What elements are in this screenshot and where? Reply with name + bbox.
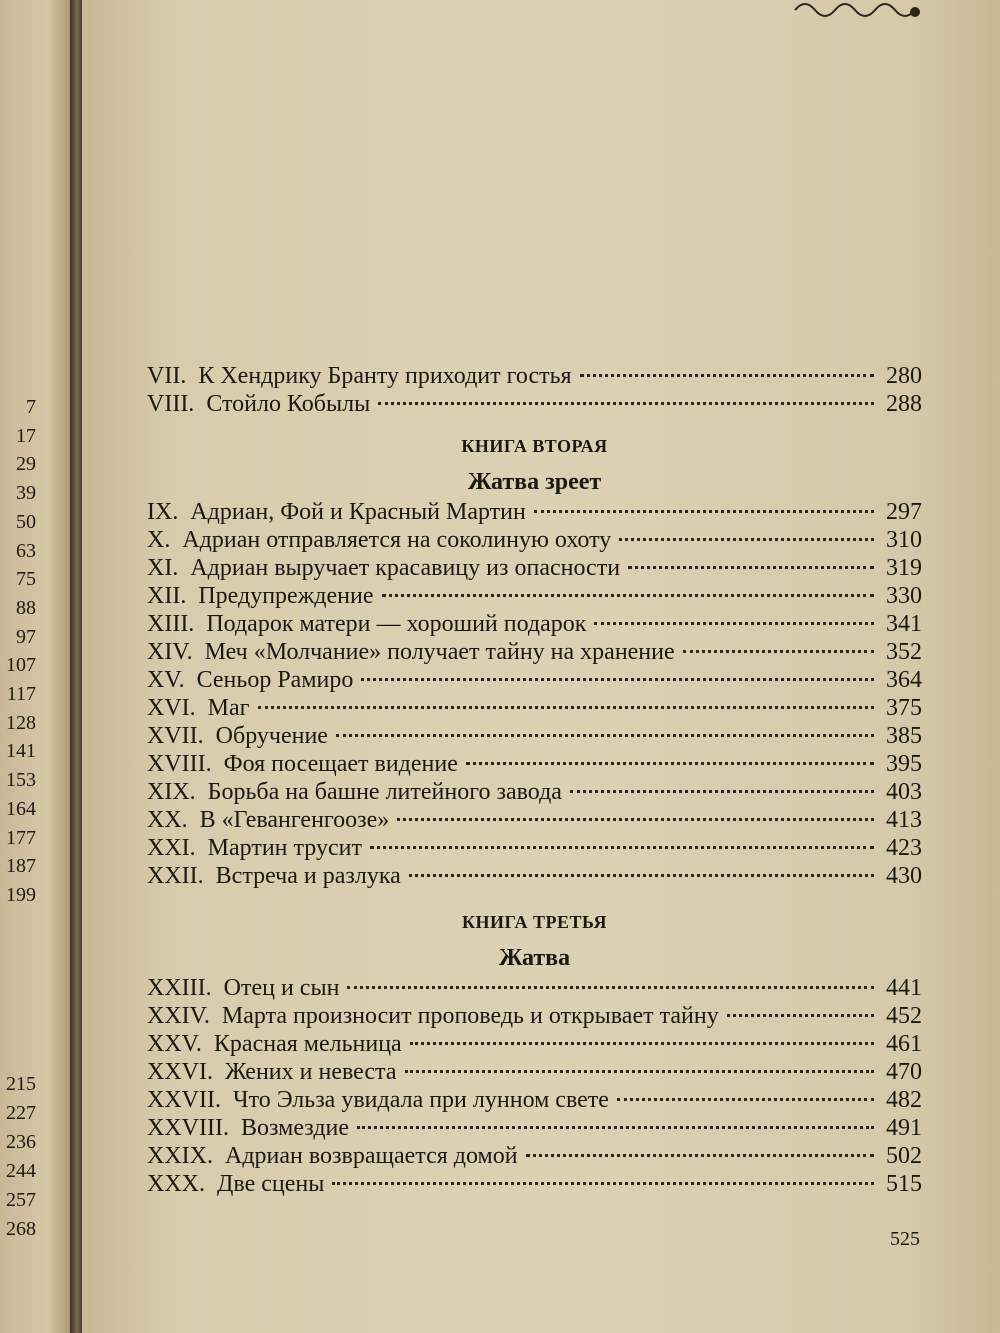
chapter-number: XI. bbox=[147, 555, 179, 581]
dot-leader bbox=[526, 1154, 874, 1157]
chapter-title: Отец и сын bbox=[223, 975, 340, 1001]
toc-entry bbox=[147, 778, 922, 806]
chapter-number: XXVIII. bbox=[147, 1115, 229, 1141]
toc-entry bbox=[147, 974, 922, 1002]
chapter-page: 330 bbox=[886, 583, 922, 609]
dot-leader bbox=[361, 678, 874, 681]
toc-entry bbox=[147, 554, 922, 582]
left-page-number: 268 bbox=[6, 1218, 36, 1240]
left-page-number: 257 bbox=[6, 1189, 36, 1211]
dot-leader bbox=[378, 402, 874, 405]
chapter-page: 375 bbox=[886, 695, 922, 721]
left-page-number: 97 bbox=[16, 625, 36, 648]
dot-leader bbox=[580, 374, 874, 377]
book2-title: Жатва зреет bbox=[467, 469, 602, 495]
chapter-page: 341 bbox=[886, 611, 922, 637]
chapter-number: XVIII. bbox=[147, 751, 212, 777]
dot-leader bbox=[617, 1098, 874, 1101]
toc-entry bbox=[147, 1142, 922, 1170]
chapter-title: Сеньор Рамиро bbox=[196, 667, 354, 693]
chapter-page: 403 bbox=[886, 779, 922, 805]
chapter-number: XXI. bbox=[147, 835, 196, 861]
chapter-title: Обручение bbox=[215, 723, 328, 749]
chapter-title: Две сцены bbox=[217, 1171, 325, 1197]
left-page-number: 75 bbox=[16, 568, 36, 591]
toc-entry bbox=[147, 1170, 922, 1198]
book2-label: КНИГА ВТОРАЯ bbox=[461, 436, 608, 456]
chapter-number: XXIV. bbox=[147, 1003, 210, 1029]
toc-entry bbox=[147, 1058, 922, 1086]
dot-leader bbox=[410, 1042, 874, 1045]
chapter-number: XXIII. bbox=[147, 975, 212, 1001]
left-page-number: 39 bbox=[16, 482, 36, 505]
chapter-page: 502 bbox=[886, 1143, 922, 1169]
dot-leader bbox=[619, 538, 874, 541]
chapter-title: Предупреждение bbox=[198, 583, 374, 609]
page-number: 525 bbox=[890, 1228, 920, 1250]
chapter-title: Меч «Молчание» получает тайну на хранение bbox=[204, 639, 675, 665]
chapter-title: В «Гевангенгоозе» bbox=[199, 807, 390, 833]
chapter-page: 297 bbox=[886, 499, 922, 525]
chapter-page: 430 bbox=[886, 863, 922, 889]
chapter-page: 288 bbox=[886, 391, 922, 417]
dot-leader bbox=[357, 1126, 874, 1129]
chapter-title: Фоя посещает видение bbox=[223, 751, 458, 777]
chapter-number: XX. bbox=[147, 807, 188, 833]
chapter-title: Красная мельница bbox=[213, 1031, 402, 1057]
left-page-number: 236 bbox=[6, 1131, 36, 1153]
chapter-number: XIX. bbox=[147, 779, 196, 805]
left-page-number: 199 bbox=[6, 883, 36, 906]
chapter-page: 470 bbox=[886, 1059, 922, 1085]
chapter-page: 364 bbox=[886, 667, 922, 693]
chapter-number: XXIX. bbox=[147, 1143, 213, 1169]
toc-entry bbox=[147, 834, 922, 862]
dot-leader bbox=[382, 594, 875, 597]
chapter-page: 385 bbox=[886, 723, 922, 749]
left-page-number: 128 bbox=[6, 711, 36, 734]
chapter-number: XIV. bbox=[147, 639, 193, 665]
left-page-number: 187 bbox=[6, 855, 36, 878]
toc-entry bbox=[147, 750, 922, 778]
chapter-number: XV. bbox=[147, 667, 185, 693]
toc-entry bbox=[147, 526, 922, 554]
toc-entry bbox=[147, 1114, 922, 1142]
chapter-number: XXX. bbox=[147, 1171, 205, 1197]
toc-entry bbox=[147, 582, 922, 610]
chapter-page: 310 bbox=[886, 527, 922, 553]
left-page-number: 107 bbox=[6, 654, 36, 677]
chapter-title: Адриан, Фой и Красный Мартин bbox=[190, 499, 526, 525]
dot-leader bbox=[405, 1070, 875, 1073]
dot-leader bbox=[370, 846, 874, 849]
chapter-number: X. bbox=[147, 527, 171, 553]
dot-leader bbox=[258, 706, 875, 709]
chapter-number: XXII. bbox=[147, 863, 204, 889]
chapter-title: Возмездие bbox=[240, 1115, 350, 1141]
chapter-page: 515 bbox=[886, 1171, 922, 1197]
chapter-title: К Хендрику Бранту приходит гостья bbox=[198, 363, 572, 389]
chapter-page: 413 bbox=[886, 807, 922, 833]
chapter-title: Адриан выручает красавицу из опасности bbox=[190, 555, 621, 581]
chapter-title: Адриан возвращается домой bbox=[225, 1143, 518, 1169]
chapter-title: Марта произносит проповедь и открывает тайну bbox=[221, 1003, 719, 1029]
book3-title: Жатва bbox=[498, 945, 571, 971]
toc-entry bbox=[147, 638, 922, 666]
entries-book1-tail bbox=[147, 362, 922, 418]
left-page-number: 88 bbox=[16, 596, 36, 619]
chapter-title: Встреча и разлука bbox=[215, 863, 401, 889]
chapter-number: VII. bbox=[147, 363, 187, 389]
chapter-page: 352 bbox=[886, 639, 922, 665]
chapter-title: Адриан отправляется на соколиную охоту bbox=[182, 527, 612, 553]
dot-leader bbox=[409, 874, 874, 877]
chapter-number: XXVII. bbox=[147, 1087, 221, 1113]
left-page-number: 244 bbox=[6, 1160, 36, 1182]
toc-entry bbox=[147, 1030, 922, 1058]
toc-entry bbox=[147, 862, 922, 890]
dot-leader bbox=[534, 510, 874, 513]
dot-leader bbox=[332, 1182, 874, 1185]
toc-entry bbox=[147, 362, 922, 390]
chapter-number: VIII. bbox=[147, 391, 195, 417]
chapter-number: IX. bbox=[147, 499, 179, 525]
toc-entry bbox=[147, 694, 922, 722]
left-page-number: 117 bbox=[6, 683, 36, 705]
chapter-number: XXV. bbox=[147, 1031, 202, 1057]
dot-leader bbox=[594, 622, 874, 625]
chapter-page: 280 bbox=[886, 363, 922, 389]
chapter-page: 491 bbox=[886, 1115, 922, 1141]
entries-book2 bbox=[147, 498, 922, 890]
left-page-number: 141 bbox=[6, 740, 36, 763]
toc-entry bbox=[147, 1086, 922, 1114]
dot-leader bbox=[570, 790, 874, 793]
chapter-title: Что Эльза увидала при лунном свете bbox=[232, 1087, 609, 1113]
left-page-number: 153 bbox=[6, 769, 36, 792]
toc-entry bbox=[147, 610, 922, 638]
chapter-page: 441 bbox=[886, 975, 922, 1001]
chapter-title: Подарок матери — хороший подарок bbox=[206, 611, 587, 637]
left-page-number: 7 bbox=[26, 396, 36, 418]
chapter-title: Борьба на башне литейного завода bbox=[207, 779, 562, 805]
book3-label: КНИГА ТРЕТЬЯ bbox=[462, 912, 607, 932]
chapter-page: 482 bbox=[886, 1087, 922, 1113]
ornament-icon bbox=[790, 0, 930, 22]
dot-leader bbox=[628, 566, 874, 569]
dot-leader bbox=[397, 818, 874, 821]
toc-entry bbox=[147, 498, 922, 526]
entries-book3 bbox=[147, 974, 922, 1198]
chapter-number: XII. bbox=[147, 583, 187, 609]
toc-entry bbox=[147, 806, 922, 834]
left-page-number: 164 bbox=[6, 797, 36, 820]
toc-entry bbox=[147, 722, 922, 750]
left-page-number: 50 bbox=[16, 510, 36, 533]
toc-entry bbox=[147, 390, 922, 418]
dot-leader bbox=[466, 762, 874, 765]
toc-entry bbox=[147, 666, 922, 694]
left-page-number: 17 bbox=[16, 424, 36, 447]
chapter-number: XVII. bbox=[147, 723, 204, 749]
left-page-numbers bbox=[0, 0, 36, 1333]
dot-leader bbox=[336, 734, 874, 737]
table-of-contents bbox=[147, 362, 922, 1198]
chapter-page: 423 bbox=[886, 835, 922, 861]
left-page-number: 177 bbox=[6, 826, 36, 849]
left-page-number: 215 bbox=[6, 1073, 36, 1095]
dot-leader bbox=[727, 1014, 874, 1017]
chapter-title: Жених и невеста bbox=[225, 1059, 397, 1085]
chapter-page: 395 bbox=[886, 751, 922, 777]
chapter-title: Маг bbox=[207, 695, 250, 721]
left-page-number: 227 bbox=[6, 1102, 36, 1124]
chapter-title: Стойло Кобылы bbox=[206, 391, 371, 417]
chapter-number: XVI. bbox=[147, 695, 196, 721]
toc-entry bbox=[147, 1002, 922, 1030]
chapter-number: XXVI. bbox=[147, 1059, 213, 1085]
chapter-title: Мартин трусит bbox=[207, 835, 362, 861]
chapter-number: XIII. bbox=[147, 611, 195, 637]
dot-leader bbox=[347, 986, 874, 989]
chapter-page: 319 bbox=[886, 555, 922, 581]
left-page bbox=[0, 0, 78, 1333]
chapter-page: 461 bbox=[886, 1031, 922, 1057]
dot-leader bbox=[683, 650, 874, 653]
chapter-page: 452 bbox=[886, 1003, 922, 1029]
left-page-number: 63 bbox=[16, 539, 36, 562]
left-page-number: 29 bbox=[16, 453, 36, 476]
